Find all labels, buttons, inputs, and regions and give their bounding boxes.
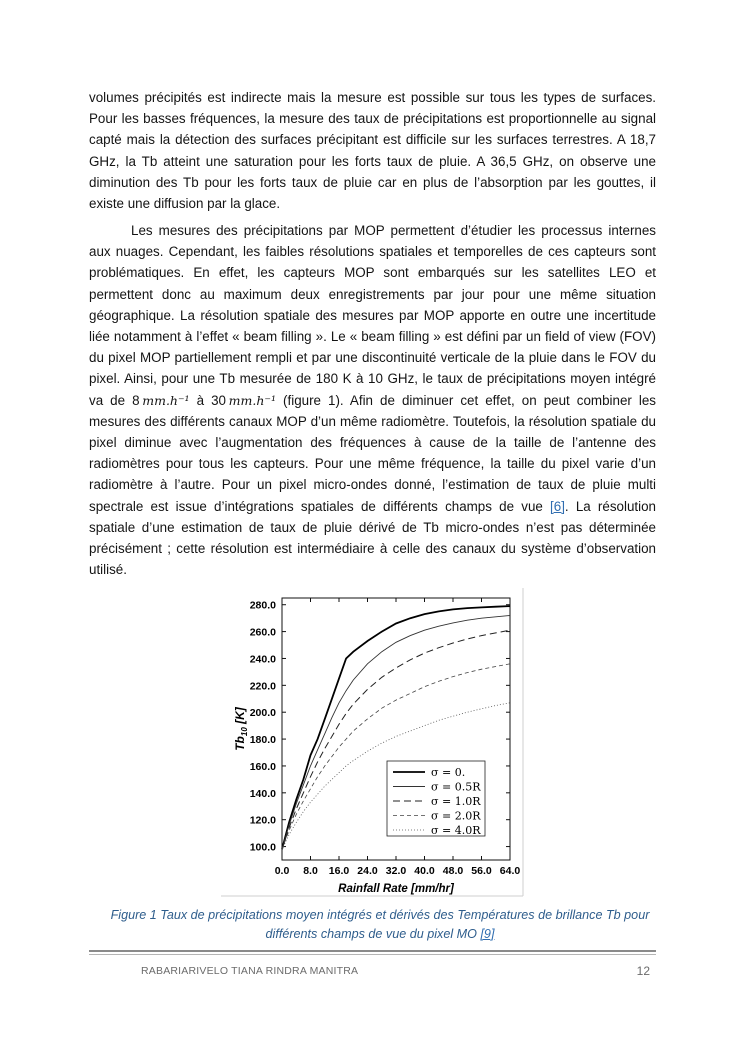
paragraph-1-text: volumes précipités est indirecte mais la mesure est possible sur tous les types de surfaces. Pour les basses fréquences, la mesure des taux de précipitations est proportionnelle au signal capté mais la détection des surfaces précipitant est difficile sur les surfaces terrestres. A 18,7 GHz, la Tb atteint une saturation pour les forts taux de pluie. A 36,5 GHz, on observe une diminution des Tb pour les forts taux de pluie car en plus de l’absorption par les gouttes, il existe une diffusion par la glace. — [89, 90, 656, 212]
paragraph-2-text — [89, 220, 656, 580]
legend-label-0: σ = 0. — [431, 766, 466, 779]
paragraph-2-part2: (figure 1). Afin de diminuer cet effet, on peut combiner les mesures des différents canaux MOP d’un même radiomètre. Toutefois, la résolution spatiale du pixel diminue avec l’augmentation des fréquences à cause de la taille de l’antenne des radiomètres pour tous les capteurs. Pour une même fréquence, la taille du pixel varie d’un radiomètre à l’autre. Pour un pixel micro-ondes donné, l’estimation de taux de pluie multi spectrale est issue d’intégrations spatiales de différents champs de vue — [89, 392, 656, 514]
y-tick-label: 160.0 — [249, 760, 276, 773]
x-tick-label: 64.0 — [499, 865, 521, 877]
y-tick-label: 180.0 — [249, 734, 276, 747]
footer-author: RABARIARIVELO TIANA RINDRA MANITRA — [141, 965, 359, 977]
y-tick-label: 220.0 — [249, 680, 276, 693]
legend-label-4: σ = 4.0R — [431, 824, 481, 837]
paragraph-2-part3: . La résolution spatiale d’une estimation de taux de pluie dérivé de Tb micro-ondes n’est pas déterminée précisément ; cette résolution est intermédiaire à celle des canaux du système d’observation utilisé. — [89, 498, 656, 578]
paragraph-1 — [89, 87, 656, 214]
x-tick-label: 48.0 — [442, 865, 464, 877]
y-axis-label-unit: [K] — [233, 707, 247, 728]
x-tick-label: 0.0 — [274, 865, 290, 877]
paragraph-2-part1: Les mesures des précipitations par MOP permettent d’étudier les processus internes aux nuages. Cependant, les faibles résolutions spatiales et temporelles de ces capteurs sont problématiques. En effet, les capteurs MOP sont embarqués sur les satellites LEO et permettent donc au maximum deux enregistrements par jour pour une même situation géographique. La résolution spatiale des mesures par MOP apporte en outre une incertitude liée notamment à l’effet « beam filling ». Le « beam filling » est défini par un field of view (FOV) du pixel MOP partiellement rempli et par une discontinuité verticale de la pluie dans le FOV du pixel. Ainsi, pour une Tb mesurée de 180 K à 10 GHz, le taux de précipitations moyen intégré va de 8 — [89, 223, 656, 408]
y-tick-label: 240.0 — [249, 653, 276, 666]
x-tick-label: 8.0 — [303, 865, 318, 877]
y-axis-label-main: Tb — [233, 736, 247, 751]
chart-legend — [387, 761, 485, 837]
paragraph-2 — [89, 220, 656, 580]
figure-caption — [100, 906, 660, 944]
y-tick-label: 100.0 — [249, 841, 276, 854]
y-tick-label: 280.0 — [249, 599, 276, 612]
y-tick-label: 120.0 — [249, 814, 276, 827]
citation-link-6[interactable]: [6] — [550, 498, 565, 514]
math-unit-2: mm.h⁻¹ — [228, 392, 277, 408]
math-unit-1: mm.h⁻¹ — [142, 392, 190, 408]
x-tick-label: 40.0 — [414, 865, 435, 877]
paragraph-2-between: à 30 — [189, 392, 226, 408]
footer-rule-thin — [89, 954, 656, 955]
rainfall-tb-chart — [220, 588, 526, 900]
x-axis-label: Rainfall Rate [mm/hr] — [338, 883, 454, 895]
x-tick-label: 32.0 — [385, 865, 407, 877]
x-tick-label: 16.0 — [328, 865, 350, 877]
y-axis-label — [233, 706, 249, 751]
y-tick-label: 200.0 — [249, 707, 276, 720]
figure-1 — [220, 588, 526, 900]
x-tick-label: 24.0 — [357, 865, 378, 877]
footer-rule-thick — [89, 950, 656, 952]
legend-label-2: σ = 1.0R — [431, 795, 481, 808]
page-number: 12 — [636, 964, 650, 978]
y-tick-label: 260.0 — [249, 626, 276, 639]
citation-link-9[interactable]: [9] — [480, 927, 495, 941]
x-tick-label: 56.0 — [471, 865, 492, 877]
y-axis-label-sub: 10 — [240, 727, 249, 737]
caption-text: Figure 1 Taux de précipitations moyen intégrés et dérivés des Températures de brillance Tb pour différents champs de vue du pixel MO — [110, 908, 650, 941]
y-tick-label: 140.0 — [249, 787, 276, 800]
legend-label-3: σ = 2.0R — [431, 809, 481, 823]
legend-label-1: σ = 0.5R — [431, 780, 481, 794]
